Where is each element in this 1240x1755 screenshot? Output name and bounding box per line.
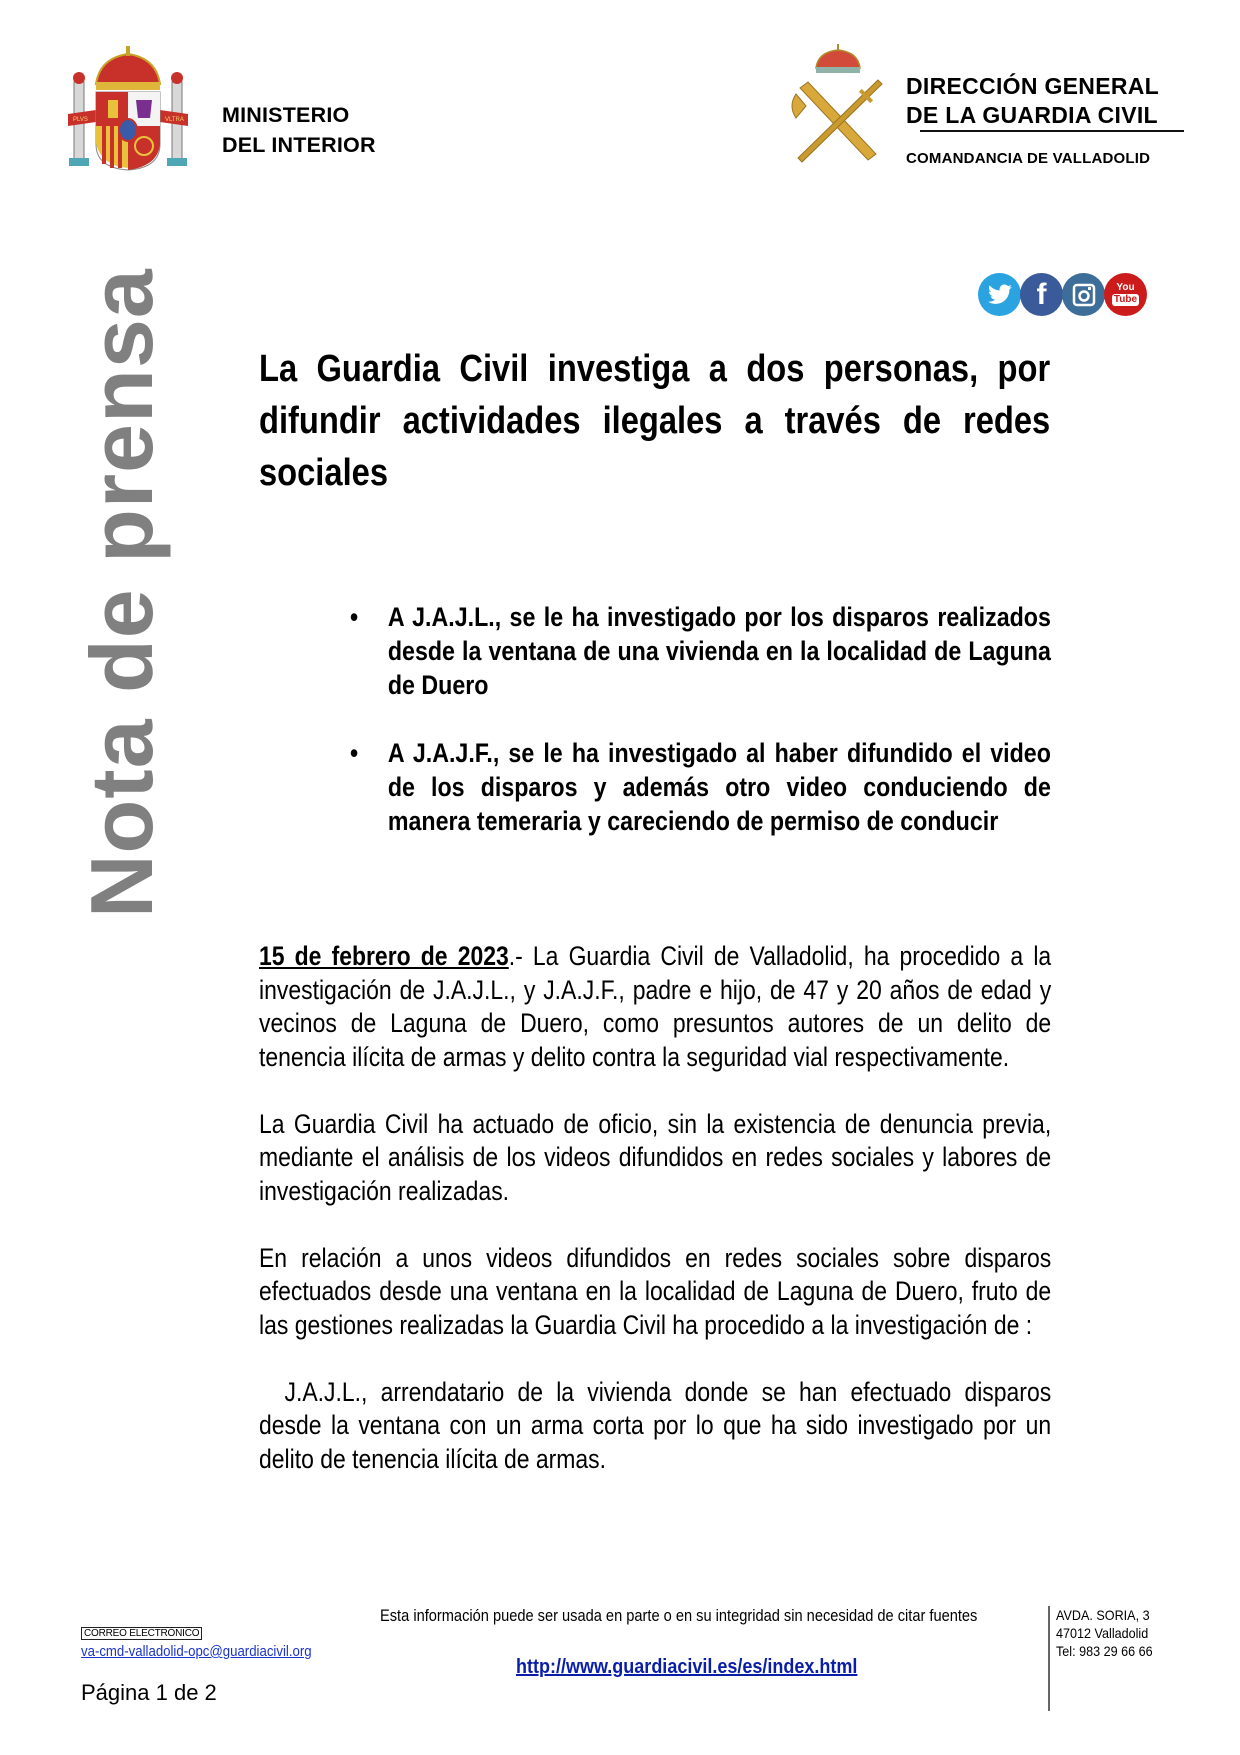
dg-line-1: DIRECCIÓN GENERAL bbox=[906, 73, 1160, 99]
page-number: Página 1 de 2 bbox=[81, 1680, 217, 1705]
ministry-line-2: DEL INTERIOR bbox=[222, 133, 376, 157]
body-paragraph-lead bbox=[259, 940, 1051, 1074]
body-paragraph: J.A.J.L., arrendatario de la vivienda donde se han efectuado disparos desde la ventana con un arma corta por lo que ha sido investigado por un delito de tenencia ilícita de armas. bbox=[259, 1376, 1052, 1474]
spain-coat-of-arms-logo bbox=[66, 44, 190, 174]
body-paragraph: En relación a unos videos difundidos en redes sociales sobre disparos efectuados desde una ventana en la localidad de Laguna de Duero, fruto de las gestiones realizadas la Guardia Civil ha procedido a la investigación de : bbox=[259, 1242, 1052, 1340]
facebook-icon[interactable]: f bbox=[1020, 273, 1063, 316]
usage-note: Esta información puede ser usada en parte o en su integridad sin necesidad de citar fuentes bbox=[380, 1606, 978, 1625]
address-line-1: AVDA. SORIA, 3 bbox=[1056, 1607, 1150, 1623]
motto-left: PLVS bbox=[73, 117, 88, 123]
address-block bbox=[1056, 1606, 1153, 1660]
bullet-dot: • bbox=[350, 738, 359, 768]
bullet-text: A J.A.J.L., se le ha investigado por los disparos realizados desde la ventana de una vivienda en la localidad de Laguna de Duero bbox=[387, 602, 1051, 700]
bullet-text: A J.A.J.F., se le ha investigado al haber difundido el video de los disparos y además otro video conduciendo de manera temeraria y careciendo de permiso de conducir bbox=[387, 738, 1051, 836]
dg-line-2: DE LA GUARDIA CIVIL bbox=[906, 102, 1158, 128]
website-link[interactable]: http://www.guardiacivil.es/es/index.html bbox=[516, 1656, 858, 1678]
social-icons bbox=[978, 273, 1146, 316]
email-link[interactable]: va-cmd-valladolid-opc@guardiacivil.org bbox=[81, 1643, 312, 1660]
address-line-2: 47012 Valladolid bbox=[1056, 1625, 1149, 1641]
youtube-label-bottom: Tube bbox=[1113, 294, 1138, 305]
guardia-civil-emblem-logo bbox=[788, 44, 888, 164]
ministry-name bbox=[222, 100, 376, 160]
nota-de-prensa-label: Nota de prensa bbox=[72, 268, 171, 918]
summary-bullet bbox=[350, 736, 1051, 838]
youtube-label-top: You bbox=[1116, 282, 1135, 293]
body-paragraph: La Guardia Civil ha actuado de oficio, sin la existencia de denuncia previa, mediante el análisis de los videos difundidos en redes sociales y labores de investigación realizadas. bbox=[259, 1108, 1052, 1206]
ministry-line-1: MINISTERIO bbox=[222, 103, 350, 127]
release-date: 15 de febrero de 2023 bbox=[259, 941, 509, 971]
header-rule bbox=[920, 130, 1184, 132]
address-phone: Tel: 983 29 66 66 bbox=[1056, 1643, 1153, 1659]
lead-text: .- La Guardia Civil de Valladolid, ha procedido a la investigación de J.A.J.L., y J.A.J.F., padre e hijo, de 47 y 20 años de edad y vecinos de Laguna de Duero, como presuntos autores de un delito de tenencia ilícita de armas y delito contra la seguridad vial respectivamente. bbox=[259, 941, 1052, 1072]
summary-bullet bbox=[350, 600, 1051, 702]
footer-divider bbox=[1048, 1606, 1050, 1711]
motto-right: VLTRA bbox=[165, 117, 184, 123]
press-release-body bbox=[259, 940, 1051, 1510]
twitter-icon[interactable] bbox=[978, 273, 1021, 316]
bullet-dot: • bbox=[350, 602, 359, 632]
email-label: CORREO ELECTRÓNICO bbox=[81, 1627, 202, 1640]
youtube-icon[interactable] bbox=[1104, 273, 1147, 316]
press-release-title: La Guardia Civil investiga a dos personas, por difundir actividades ilegales a través de redes sociales bbox=[259, 348, 1051, 494]
comandancia-name: COMANDANCIA DE VALLADOLID bbox=[906, 150, 1151, 167]
instagram-icon[interactable] bbox=[1062, 273, 1105, 316]
summary-bullets bbox=[350, 600, 1051, 872]
direccion-general-name bbox=[906, 72, 1159, 130]
